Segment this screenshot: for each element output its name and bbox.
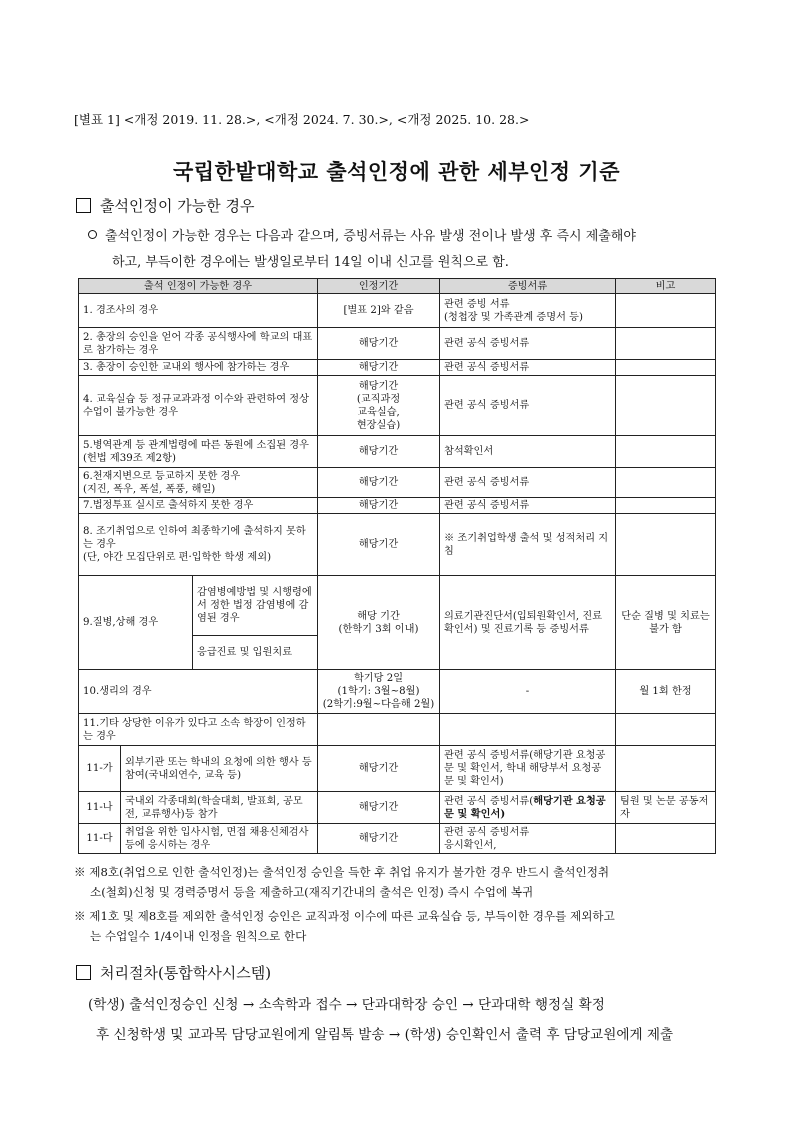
remarks-cell	[616, 514, 716, 576]
case-cell: 5.병역관계 등 관계법령에 따른 동원에 소집된 경우(헌법 제39조 제2항)	[79, 436, 318, 468]
docs-text-close: )	[500, 807, 506, 820]
table-row	[79, 514, 716, 576]
period-cell: 해당기간	[318, 746, 440, 792]
remarks-cell: 팀원 및 논문 공동저자	[616, 792, 716, 824]
case-cell: 1. 경조사의 경우	[79, 294, 318, 328]
subcase-cell: 응급진료 및 입원치료	[193, 636, 318, 670]
table-row	[79, 746, 716, 792]
docs-cell: 관련 공식 증빙서류(해당기관 요청공문 및 확인서, 학내 해당부서 요청공문 및 확인서)	[440, 746, 616, 792]
table-row	[79, 792, 716, 824]
period-cell: [별표 2]와 같음	[318, 294, 440, 328]
remarks-cell	[616, 498, 716, 514]
docs-cell: ※ 조기취업학생 출석 및 성적처리 지침	[440, 514, 616, 576]
document-title: 국립한밭대학교 출석인정에 관한 세부인정 기준	[173, 160, 620, 184]
table-row	[79, 376, 716, 436]
remarks-cell: 월 1회 한정	[616, 670, 716, 714]
subcase-cell: 감염병예방법 및 시행령에서 정한 법정 감염병에 감염된 경우	[193, 576, 318, 636]
docs-cell: 의료기관진단서(입퇴원확인서, 진료확인서) 및 진료기록 등 증빙서류	[440, 576, 616, 670]
period-cell: 해당기간	[318, 792, 440, 824]
header-period: 인정기간	[318, 279, 440, 294]
case-cell: 국내외 각종대회(학술대회, 발표회, 공모전, 교류행사)등 참가	[121, 792, 318, 824]
case-cell: 8. 조기취업으로 인하여 최종학기에 출석하지 못하는 경우 (단, 야간 모집단위로 편·입학한 학생 제외)	[79, 514, 318, 576]
period-cell: 해당기간	[318, 824, 440, 854]
procedure-paragraph	[88, 990, 720, 1050]
table-row	[79, 360, 716, 376]
docs-cell: 관련 공식 증빙서류	[440, 360, 616, 376]
remarks-cell: 단순 질병 및 치료는 불가 함	[616, 576, 716, 670]
docs-cell: 참석확인서	[440, 436, 616, 468]
note-line: ※ 제8호(취업으로 인한 출석인정)는 출석인정 승인을 득한 후 취업 유지가 불가한 경우 반드시 출석인정취	[74, 865, 610, 879]
table-row	[79, 294, 716, 328]
table-row	[79, 824, 716, 854]
docs-cell: 관련 공식 증빙서류	[440, 468, 616, 498]
period-cell	[318, 714, 440, 746]
case-cell: 10.생리의 경우	[79, 670, 318, 714]
case-cell: 외부기관 또는 학내의 요청에 의한 행사 등 참여(국내외연수, 교육 등)	[121, 746, 318, 792]
table-row	[79, 436, 716, 468]
subitem-label: 11-가	[79, 746, 121, 792]
note-line: 는 수업일수 1/4이내 인정을 원칙으로 한다	[90, 929, 307, 943]
header-remarks: 비고	[616, 279, 716, 294]
checkbox-square-icon	[76, 198, 91, 213]
note-line: ※ 제1호 및 제8호를 제외한 출석인정 승인은 교직과정 이수에 따른 교육실습 등, 부득이한 경우를 제외하고	[74, 909, 615, 923]
period-cell: 해당 기간 (한학기 3회 이내)	[318, 576, 440, 670]
period-cell: 해당기간	[318, 328, 440, 360]
remarks-cell	[616, 714, 716, 746]
period-cell: 학기당 2일 (1학기: 3월~8월) (2학기:9월~다음해 2월)	[318, 670, 440, 714]
remarks-cell	[616, 328, 716, 360]
intro-line-2: 하고, 부득이한 경우에는 발생일로부터 14일 이내 신고를 원칙으로 함.	[112, 255, 509, 270]
table-row	[79, 328, 716, 360]
docs-cell: 관련 공식 증빙서류	[440, 328, 616, 360]
header-case: 출석 인정이 가능한 경우	[79, 279, 318, 294]
circle-bullet-icon	[88, 230, 97, 239]
section-heading-text: 처리절차(통합학사시스템)	[100, 964, 272, 982]
docs-bold-text: 해당기관 요청공문 및 확인서	[444, 794, 606, 820]
period-cell: 해당기간	[318, 360, 440, 376]
table-row	[79, 576, 716, 636]
case-cell: 7.법정투표 실시로 출석하지 못한 경우	[79, 498, 318, 514]
case-cell: 11.기타 상당한 이유가 있다고 소속 학장이 인정하는 경우	[79, 714, 318, 746]
case-cell: 2. 총장의 승인을 얻어 각종 공식행사에 학교의 대표로 참가하는 경우	[79, 328, 318, 360]
subitem-label: 11-나	[79, 792, 121, 824]
case-cell: 9.질병,상해 경우	[79, 576, 193, 670]
docs-cell: 관련 공식 증빙서류 응시확인서,	[440, 824, 616, 854]
remarks-cell	[616, 746, 716, 792]
docs-cell: 관련 공식 증빙서류	[440, 376, 616, 436]
remarks-cell	[616, 376, 716, 436]
period-cell: 해당기간	[318, 514, 440, 576]
period-cell: 해당기간	[318, 436, 440, 468]
section-heading-eligible	[76, 195, 254, 216]
procedure-line-1: (학생) 출석인정승인 신청 → 소속학과 접수 → 단과대학장 승인 → 단과대학 행정실 확정	[88, 997, 605, 1013]
remarks-cell	[616, 436, 716, 468]
remarks-cell	[616, 824, 716, 854]
procedure-line-2: 후 신청학생 및 교과목 담당교원에게 알림톡 발송 → (학생) 승인확인서 출력 후 담당교원에게 제출	[96, 1027, 674, 1043]
period-cell: 해당기간	[318, 468, 440, 498]
case-cell: 취업을 위한 입사시험, 면접 채용신체검사 등에 응시하는 경우	[121, 824, 318, 854]
subitem-label: 11-다	[79, 824, 121, 854]
attendance-criteria-table	[78, 278, 716, 854]
docs-cell: -	[440, 670, 616, 714]
remarks-cell	[616, 360, 716, 376]
period-cell: 해당기간 (교직과정 교육실습, 현장실습)	[318, 376, 440, 436]
note-early-employment	[74, 862, 720, 902]
period-cell: 해당기간	[318, 498, 440, 514]
intro-line-1: 출석인정이 가능한 경우는 다음과 같으며, 증빙서류는 사유 발생 전이나 발생 후 즉시 제출해야	[105, 229, 636, 244]
intro-paragraph	[88, 224, 718, 276]
case-cell: 3. 총장이 승인한 교내외 행사에 참가하는 경우	[79, 360, 318, 376]
docs-cell: 관련 증빙 서류 (청첩장 및 가족관계 증명서 등)	[440, 294, 616, 328]
table-header-row	[79, 279, 716, 294]
remarks-cell	[616, 294, 716, 328]
docs-cell	[440, 792, 616, 824]
checkbox-square-icon	[76, 965, 91, 980]
case-cell: 6.천재지변으로 등교하지 못한 경우 (지진, 폭우, 폭설, 폭풍, 해일)	[79, 468, 318, 498]
note-line: 소(철회)신청 및 경력증명서 등을 제출하고(재직기간내의 출석은 인정) 즉시 수업에 복귀	[90, 885, 534, 899]
case-cell: 4. 교육실습 등 정규교과과정 이수와 관련하여 정상수업이 불가능한 경우	[79, 376, 318, 436]
section-heading-procedure	[76, 962, 271, 983]
remarks-cell	[616, 468, 716, 498]
amendment-line: [별표 1] <개정 2019. 11. 28.>, <개정 2024. 7. 30.>, <개정 2025. 10. 28.>	[74, 112, 530, 127]
docs-cell: 관련 공식 증빙서류	[440, 498, 616, 514]
table-row	[79, 468, 716, 498]
docs-text: 관련 공식 증빙서류(	[444, 795, 534, 807]
section-heading-text: 출석인정이 가능한 경우	[100, 197, 255, 215]
table-row	[79, 498, 716, 514]
docs-cell	[440, 714, 616, 746]
note-quarter-limit	[74, 906, 720, 946]
table-row	[79, 714, 716, 746]
table-row	[79, 670, 716, 714]
header-docs: 증빙서류	[440, 279, 616, 294]
